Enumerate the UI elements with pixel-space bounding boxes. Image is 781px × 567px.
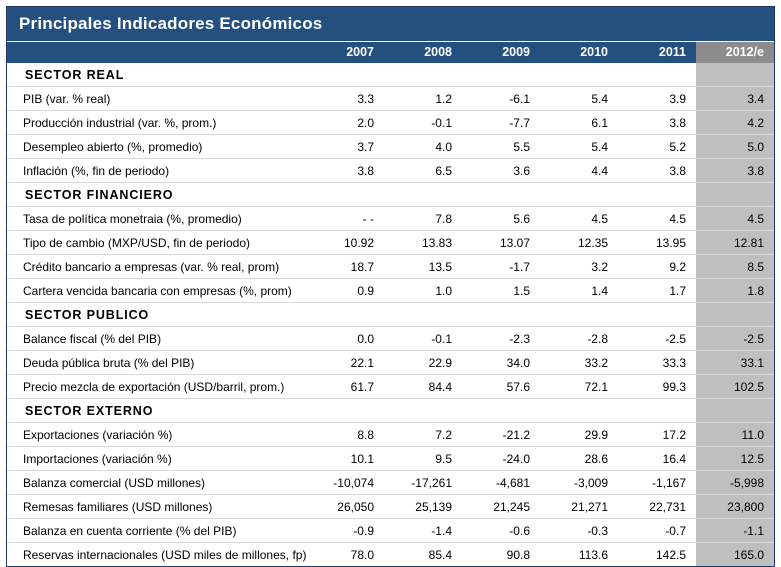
row-value: - - — [306, 207, 384, 231]
row-value: 1.0 — [384, 279, 462, 303]
row-value: 1.5 — [462, 279, 540, 303]
table-row — [7, 447, 774, 471]
row-label: Producción industrial (var. %, prom.) — [7, 111, 306, 135]
row-label: Deuda pública bruta (% del PIB) — [7, 351, 306, 375]
row-value: 13.5 — [384, 255, 462, 279]
row-value: 57.6 — [462, 375, 540, 399]
section-spacer-cell — [306, 183, 384, 207]
row-value-estimate: 12.5 — [696, 447, 774, 471]
section-spacer-cell — [462, 63, 540, 87]
row-value: 3.6 — [462, 159, 540, 183]
section-spacer-cell — [384, 399, 462, 423]
row-value: 3.9 — [618, 87, 696, 111]
table-row — [7, 519, 774, 543]
row-value: 18.7 — [306, 255, 384, 279]
row-value: -2.8 — [540, 327, 618, 351]
row-value-estimate: 5.0 — [696, 135, 774, 159]
table-section-row — [7, 183, 774, 207]
section-spacer-cell — [540, 63, 618, 87]
column-header-2009: 2009 — [462, 42, 540, 63]
table-row — [7, 87, 774, 111]
page-title: Principales Indicadores Económicos — [7, 7, 774, 42]
row-value: -10,074 — [306, 471, 384, 495]
section-spacer-cell — [384, 63, 462, 87]
row-value: 22.9 — [384, 351, 462, 375]
table-header-row — [7, 42, 774, 63]
row-label: Importaciones (variación %) — [7, 447, 306, 471]
row-value: 9.2 — [618, 255, 696, 279]
row-value-estimate: 8.5 — [696, 255, 774, 279]
row-value: -24.0 — [462, 447, 540, 471]
row-value: 12.35 — [540, 231, 618, 255]
table-row — [7, 135, 774, 159]
row-value: 78.0 — [350, 547, 374, 562]
row-value: 90.8 — [506, 547, 530, 562]
section-spacer-cell — [696, 399, 774, 423]
row-label: Reservas internacionales (USD miles de millones, fp) — [23, 547, 307, 562]
row-value: 17.2 — [618, 423, 696, 447]
row-value: -3,009 — [540, 471, 618, 495]
section-spacer-cell — [618, 183, 696, 207]
row-value: 142.5 — [655, 547, 686, 562]
table-row — [7, 543, 774, 567]
economic-indicators-table — [7, 42, 774, 566]
row-value: 4.5 — [540, 207, 618, 231]
row-value: 13.07 — [462, 231, 540, 255]
section-spacer-cell — [540, 303, 618, 327]
section-spacer-cell — [618, 63, 696, 87]
row-value: 28.6 — [540, 447, 618, 471]
row-value: 7.2 — [384, 423, 462, 447]
column-header-2010: 2010 — [540, 42, 618, 63]
row-value: -2.5 — [618, 327, 696, 351]
section-spacer-cell — [618, 303, 696, 327]
row-value-estimate: 33.1 — [696, 351, 774, 375]
row-value: -0.1 — [384, 111, 462, 135]
row-value-estimate: 3.4 — [696, 87, 774, 111]
section-spacer-cell — [696, 63, 774, 87]
section-spacer-cell — [306, 63, 384, 87]
row-label: Remesas familiares (USD millones) — [7, 495, 306, 519]
row-value-estimate: -2.5 — [696, 327, 774, 351]
section-spacer-cell — [462, 303, 540, 327]
row-value: 22.1 — [306, 351, 384, 375]
section-spacer-cell — [696, 303, 774, 327]
table-row — [7, 207, 774, 231]
row-value: 6.5 — [384, 159, 462, 183]
row-value: 85.4 — [428, 547, 452, 562]
row-value: -1.4 — [384, 519, 462, 543]
row-label: Tasa de política monetraia (%, promedio) — [7, 207, 306, 231]
row-label: Crédito bancario a empresas (var. % real, prom) — [7, 255, 306, 279]
table-row — [7, 423, 774, 447]
row-label: PIB (var. % real) — [7, 87, 306, 111]
column-header-indicator — [7, 42, 306, 63]
row-value: 8.8 — [306, 423, 384, 447]
row-value: -21.2 — [462, 423, 540, 447]
row-value: 6.1 — [540, 111, 618, 135]
row-value: -0.1 — [384, 327, 462, 351]
row-value-estimate: 102.5 — [696, 375, 774, 399]
row-value-estimate: -5,998 — [696, 471, 774, 495]
row-value: 13.95 — [618, 231, 696, 255]
section-spacer-cell — [384, 303, 462, 327]
table-header — [7, 42, 774, 63]
column-header-2012e: 2012/e — [696, 42, 774, 63]
row-value: 9.5 — [384, 447, 462, 471]
row-value: 61.7 — [306, 375, 384, 399]
row-label: Balanza en cuenta corriente (% del PIB) — [7, 519, 306, 543]
row-value-estimate: -1.1 — [696, 519, 774, 543]
row-value: 26,050 — [306, 495, 384, 519]
row-value-estimate: 23,800 — [696, 495, 774, 519]
row-value: 4.4 — [540, 159, 618, 183]
section-spacer-cell — [618, 399, 696, 423]
section-spacer-cell — [540, 183, 618, 207]
row-value: 5.4 — [540, 87, 618, 111]
section-label: SECTOR PUBLICO — [7, 303, 306, 327]
table-row — [7, 495, 774, 519]
row-value: 3.3 — [306, 87, 384, 111]
row-value: 3.8 — [618, 111, 696, 135]
row-label: Tipo de cambio (MXP/USD, fin de periodo) — [7, 231, 306, 255]
row-value-estimate: 12.81 — [696, 231, 774, 255]
row-value: 21,245 — [462, 495, 540, 519]
row-label: Inflación (%, fin de periodo) — [7, 159, 306, 183]
table-row — [7, 351, 774, 375]
row-value: 29.9 — [540, 423, 618, 447]
section-label: SECTOR REAL — [7, 63, 306, 87]
row-value: 7.8 — [384, 207, 462, 231]
row-label: Precio mezcla de exportación (USD/barril, prom.) — [7, 375, 306, 399]
row-value: 1.4 — [540, 279, 618, 303]
row-value: 0.9 — [306, 279, 384, 303]
table-row — [7, 375, 774, 399]
row-value: 3.7 — [306, 135, 384, 159]
row-value: -0.3 — [540, 519, 618, 543]
section-spacer-cell — [384, 183, 462, 207]
section-spacer-cell — [306, 399, 384, 423]
row-value: 72.1 — [540, 375, 618, 399]
row-value-estimate: 3.8 — [696, 159, 774, 183]
row-value-estimate: 11.0 — [696, 423, 774, 447]
row-value: -17,261 — [384, 471, 462, 495]
row-value: -1,167 — [618, 471, 696, 495]
row-label: Balanza comercial (USD millones) — [7, 471, 306, 495]
table-section-row — [7, 399, 774, 423]
row-value: 113.6 — [578, 547, 608, 562]
row-value: 0.0 — [306, 327, 384, 351]
row-value: 25,139 — [384, 495, 462, 519]
column-header-2007: 2007 — [306, 42, 384, 63]
section-spacer-cell — [540, 399, 618, 423]
row-value: 2.0 — [306, 111, 384, 135]
row-value: 84.4 — [384, 375, 462, 399]
row-label: Exportaciones (variación %) — [7, 423, 306, 447]
row-value: 16.4 — [618, 447, 696, 471]
table-row — [7, 255, 774, 279]
row-value: 4.5 — [618, 207, 696, 231]
row-value: 5.5 — [462, 135, 540, 159]
row-value-estimate: 4.2 — [696, 111, 774, 135]
section-spacer-cell — [306, 303, 384, 327]
row-label: Desempleo abierto (%, promedio) — [7, 135, 306, 159]
row-value: -1.7 — [462, 255, 540, 279]
row-value: 22,731 — [618, 495, 696, 519]
section-spacer-cell — [462, 399, 540, 423]
row-value: -4,681 — [462, 471, 540, 495]
row-value: 4.0 — [384, 135, 462, 159]
row-value: 33.2 — [540, 351, 618, 375]
row-value: 3.2 — [540, 255, 618, 279]
table-row — [7, 279, 774, 303]
table-section-row — [7, 303, 774, 327]
table-row — [7, 327, 774, 351]
row-value: 5.4 — [540, 135, 618, 159]
table-row — [7, 231, 774, 255]
row-label: Cartera vencida bancaria con empresas (%, prom) — [7, 279, 306, 303]
column-header-2011: 2011 — [618, 42, 696, 63]
row-value: 5.2 — [618, 135, 696, 159]
section-spacer-cell — [696, 183, 774, 207]
row-value: 10.1 — [306, 447, 384, 471]
table-body — [7, 63, 774, 566]
row-label: Balance fiscal (% del PIB) — [7, 327, 306, 351]
row-value: 1.2 — [384, 87, 462, 111]
row-value: -6.1 — [462, 87, 540, 111]
row-value-estimate: 4.5 — [696, 207, 774, 231]
row-value: 33.3 — [618, 351, 696, 375]
table-row — [7, 111, 774, 135]
row-value: -0.7 — [618, 519, 696, 543]
table-row — [7, 471, 774, 495]
row-value: 99.3 — [618, 375, 696, 399]
table-row — [7, 159, 774, 183]
row-value-estimate: 165.0 — [696, 543, 774, 567]
row-value: 5.6 — [462, 207, 540, 231]
row-value: -2.3 — [462, 327, 540, 351]
row-value: 34.0 — [462, 351, 540, 375]
table-section-row — [7, 63, 774, 87]
row-value: 3.8 — [306, 159, 384, 183]
section-label: SECTOR EXTERNO — [7, 399, 306, 423]
row-value: 1.7 — [618, 279, 696, 303]
section-label: SECTOR FINANCIERO — [7, 183, 306, 207]
row-value: 10.92 — [306, 231, 384, 255]
row-value-estimate: 1.8 — [696, 279, 774, 303]
column-header-2008: 2008 — [384, 42, 462, 63]
indicators-table-frame — [6, 6, 775, 567]
row-value: -0.9 — [306, 519, 384, 543]
row-value: -7.7 — [462, 111, 540, 135]
section-spacer-cell — [462, 183, 540, 207]
row-value: -0.6 — [462, 519, 540, 543]
row-value: 3.8 — [618, 159, 696, 183]
row-value: 21,271 — [540, 495, 618, 519]
row-value: 13.83 — [384, 231, 462, 255]
